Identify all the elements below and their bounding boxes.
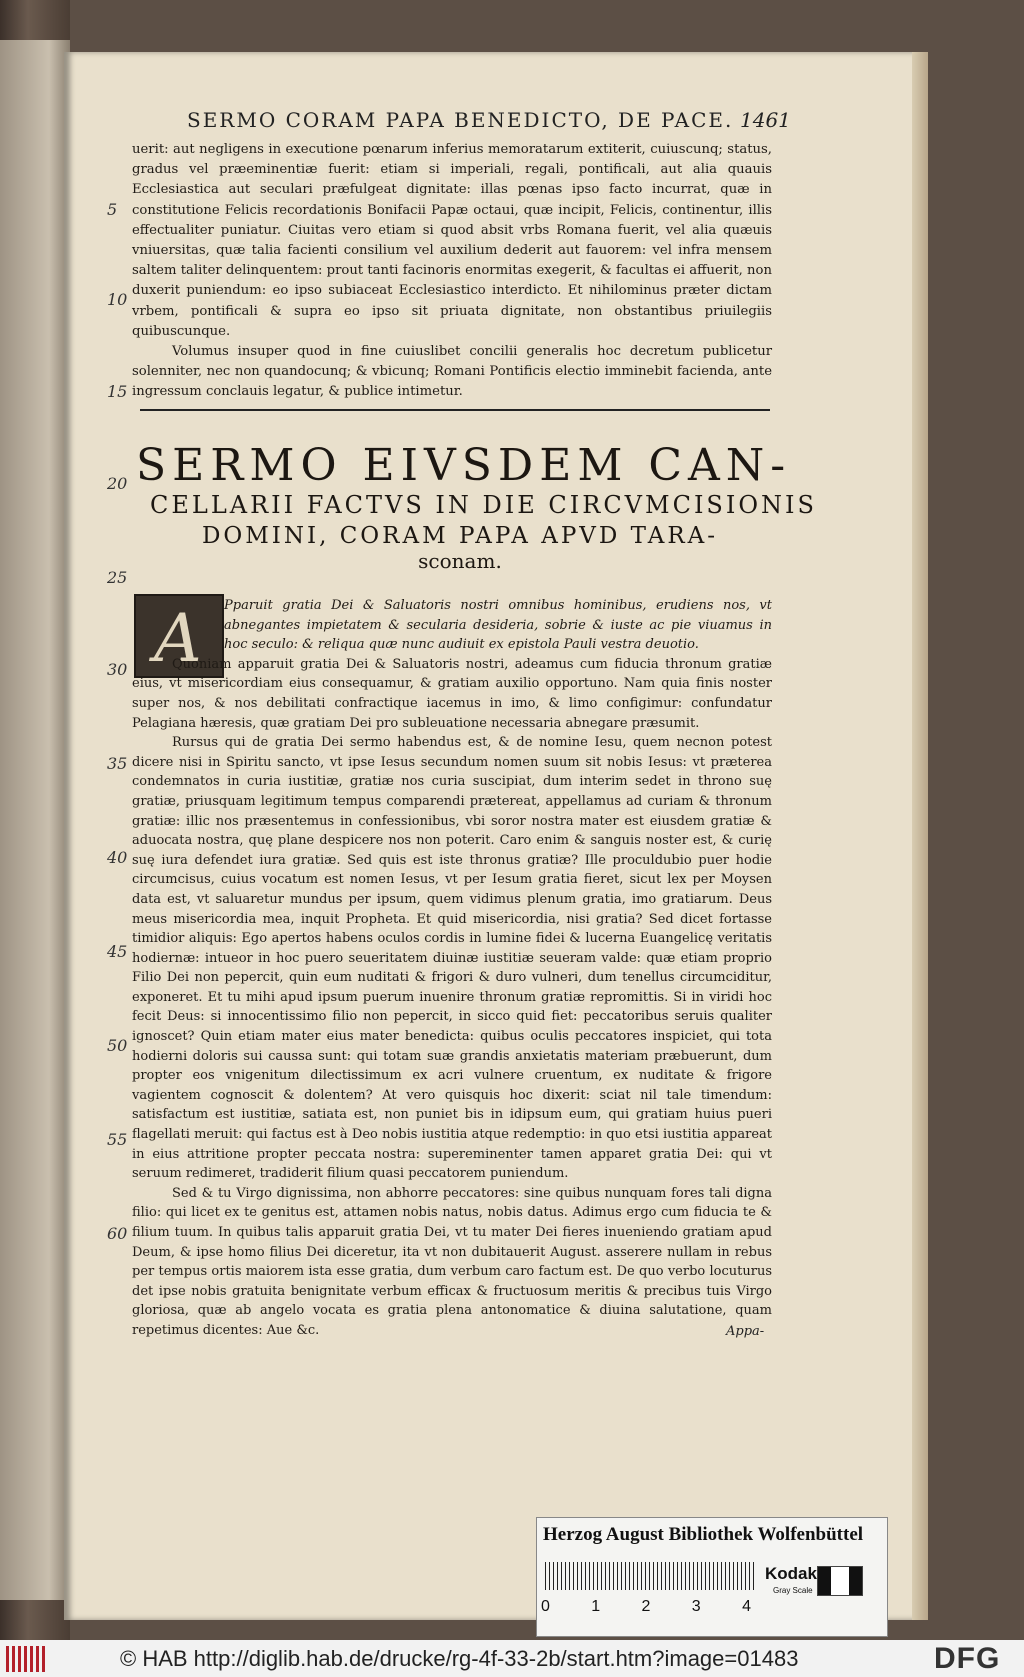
ruler-numbers — [541, 1598, 751, 1616]
ruler-number: 0 — [541, 1598, 550, 1615]
ruler-number: 4 — [742, 1598, 751, 1615]
initial-letter: A — [154, 600, 202, 677]
kodak-logo: Kodak — [765, 1564, 817, 1583]
line-number: 5 — [107, 200, 118, 219]
paragraph: Quoniam apparuit gratia Dei & Saluatoris nostri, adeamus cum fiducia thronum gratiæ eius, vt misericordiam eius consequamur, & gratiam auxilio opportuno. Nam quia finis noster super nos, & nos debilitati confractique iacemus in imo, & limo configimur: confundatur Pelagiana hæresis, quæ gratiam Dei pro subleuatione necessaria abnegare præsumit. — [132, 656, 772, 731]
dfg-logo: DFG — [934, 1642, 1001, 1675]
paragraph: uerit: aut negligens in executione pœnarum inferius memoratarum extiterit, cuiuscunq; status, gradus vel præeminentiæ fuerit: etiam si imperiali, regali, pontificali, aut alia quauis Ecclesiastica aut seculari præfulgeat dignitate: illas pœnas ipso facto incurrat, quæ in constitutione Felicis recordationis Bonifacii Papæ octaui, quæ incipit, Felicis, continentur, illis effectualiter puniatur. Ciuitas vero etiam si quod absit vrbs Romana fuerit, vel alia quæuis vniuersitas, quæ talia facienti consilium vel auxilium dederit aut fauorem: vel infra mensem saltem taliter delinquentem: prout tanti facinoris enormitas exegerit, & facultas ei affuerit, non duxerit puniendum: eo ipso subiaceat Ecclesiastico interdicto. Et nihilominus præter dictam vrbem, pontificali & supra eo ipso sit priuata dignitate, non obstantibus priuilegiis quibuscunque. — [132, 142, 772, 339]
text-block-sermon — [132, 596, 772, 1341]
line-number: 35 — [107, 754, 128, 773]
line-number: 10 — [107, 290, 128, 309]
copyright-url[interactable]: © HAB http://diglib.hab.de/drucke/rg-4f-33-2b/start.htm?image=01483 — [120, 1646, 799, 1671]
text-block-decree — [132, 140, 772, 403]
sermon-title-line3: DOMINI, CORAM PAPA APVD TARA- — [201, 523, 719, 549]
line-number: 30 — [107, 660, 128, 679]
sermon-title-line1: SERMO EIVSDEM CAN- — [136, 440, 792, 491]
paragraph: Rursus qui de gratia Dei sermo habendus est, & de nomine Iesu, quem necnon potest dicere nisi in Spiritu sancto, vt ipse Iesus secundum nomen suum sit nobis Iesus: vt præterea condemnatos in curia iustitiæ, gratiæ nos curia suscipiat, dum interim sedet in throno suę gratiæ, priusquam legitimum tempus comparendi prætereat, appellamus ad curiam & thronum gratiæ: illic nos præsentemus in confessionibus, vbi soror nostra mater est eiusdem gratiæ & aduocata nostra, quę plane despicere nos non poterit. Caro enim & sanguis noster est, & curię suę iura defendet iura gratiæ. Sed quis est iste thronus gratiæ? Ille proculdubio puer hodie circumcisus, cuius vocatum est nomen Iesus, vt per Iesum gratia fieret, sicut lex per Moysen data est, vt saluaretur mundus per ipsum, quem vidimus plenum gratia, imo gratiarum. Deus meus misericordia mea, inquit Propheta. Et quid misericordia, nisi gratia? Sed dicet fortasse timidior aliquis: Ego apertos habens oculos cordis in lumine fidei & lucerna Euangelicę veritatis hodiernæ: intueor in hoc puero seueritatem diuinæ iustitiæ seueram valde: quæ etiam proprio Filio Dei non pepercit, quin eum nuditati & frigori & duro vulneri, dum tenellus circumciditur, exponeret. Et tu mihi apud ipsum puerum inuenire thronum gratiæ repromittis. Si in viridi hoc fecit Deus: si innocentissimo filio non pepercit, in sicco quid fiet: peccatoribus seruis qualiter ignoscet? Quin etiam mater eius mater benedicta: quibus oculis peccatores inspiciet, qui tota hodierni doloris sui caussa sunt: qui totam suæ grandis anxietatis materiam præbuerunt, dum propter eos vnigenitum dilectissimum ex acri vulnere cruentum, ex nuditate & frigore vagientem cognoscit & dolentem? At vero quisquis hoc dixerit: sciat nil tale timendum: satisfactum est iustitiæ, satiata est, non puniet bis in idipsum eum, qui gratiam huius pueri flagellati meruit: qui factus est à Deo nobis iustitia atque redemptio: in quo etsi iustitia appareat in eius attritione propter peccata nostra: supereminenter tamen apparet gratia Dei: qui vt seruum redimeret, tradiderit filium quasi peccatorem puniendum. — [132, 735, 772, 1182]
paragraph: Sed & tu Virgo dignissima, non abhorre peccatores: sine quibus nunquam fores tali digna filio: qui licet ex te genitus est, attamen nobis natus, nobis datus. Adimus ergo cum fiducia te & filium tuum. In quibus talis apparuit gratia Dei, vt tu mater Dei fieres inueniendo gratiam apud Deum, & ipse homo filius Dei diceretur, ita vt non dubitauerit August. asserere nullam in rebus per tempus ortis maiorem ista esse gratia, dum verbum caro factum est. De quo verbo locuturus det ipse nobis gratuita benignitate verbum efficax & fructuosum meritis & precibus tuis Virgo gloriosa, quæ ab angelo vocata es gratia plena antonomatice & diuina salutatione, quam repetimus dicentes: Aue &c. — [132, 1185, 772, 1338]
line-number: 60 — [107, 1224, 128, 1243]
line-number: 40 — [107, 848, 128, 867]
line-number: 25 — [107, 568, 128, 587]
ruler-scale — [545, 1562, 755, 1590]
line-number: 55 — [107, 1130, 128, 1149]
gray-swatch — [817, 1566, 863, 1596]
sermon-title-line2: CELLARII FACTVS IN DIE CIRCVMCISIONIS — [150, 491, 817, 519]
library-color-card — [536, 1517, 888, 1637]
facing-page-edge — [0, 40, 70, 1600]
gray-scale-label: Gray Scale — [773, 1586, 813, 1595]
institution-name: Herzog August Bibliothek Wolfenbüttel — [543, 1524, 864, 1545]
hab-logo-icon — [6, 1646, 46, 1672]
ruler-number: 2 — [641, 1598, 651, 1615]
paragraph: Volumus insuper quod in fine cuiuslibet concilii generalis hoc decretum publicetur solenniter, nec non quandocunq; & vbicunq; Romani Pontificis electio imminebit facienda, ante ingressum conclauis legatur, & publice intimetur. — [132, 344, 772, 400]
line-number: 15 — [107, 382, 128, 401]
catchword: Appa- — [726, 1324, 765, 1339]
line-number: 20 — [107, 474, 128, 493]
ruler-number: 1 — [591, 1598, 601, 1615]
page-edge — [912, 52, 928, 1620]
footer-bar — [0, 1640, 1024, 1677]
line-number: 45 — [107, 942, 128, 961]
section-divider — [140, 409, 770, 411]
paragraph-opening: Pparuit gratia Dei & Saluatoris nostri omnibus hominibus, erudiens nos, vt abnegantes impietatem & secularia desideria, sobrie & iuste ac pie viuamus in hoc seculo: & reliqua quæ nunc audiuit ex epistola Pauli vestra deuotio. — [224, 598, 772, 653]
line-number: 50 — [107, 1036, 128, 1055]
ruler-number: 3 — [691, 1598, 701, 1615]
page-number: 1461 — [740, 108, 791, 132]
sermon-title-line4: sconam. — [418, 549, 502, 573]
running-header: SERMO CORAM PAPA BENEDICTO, DE PACE. — [187, 108, 734, 132]
